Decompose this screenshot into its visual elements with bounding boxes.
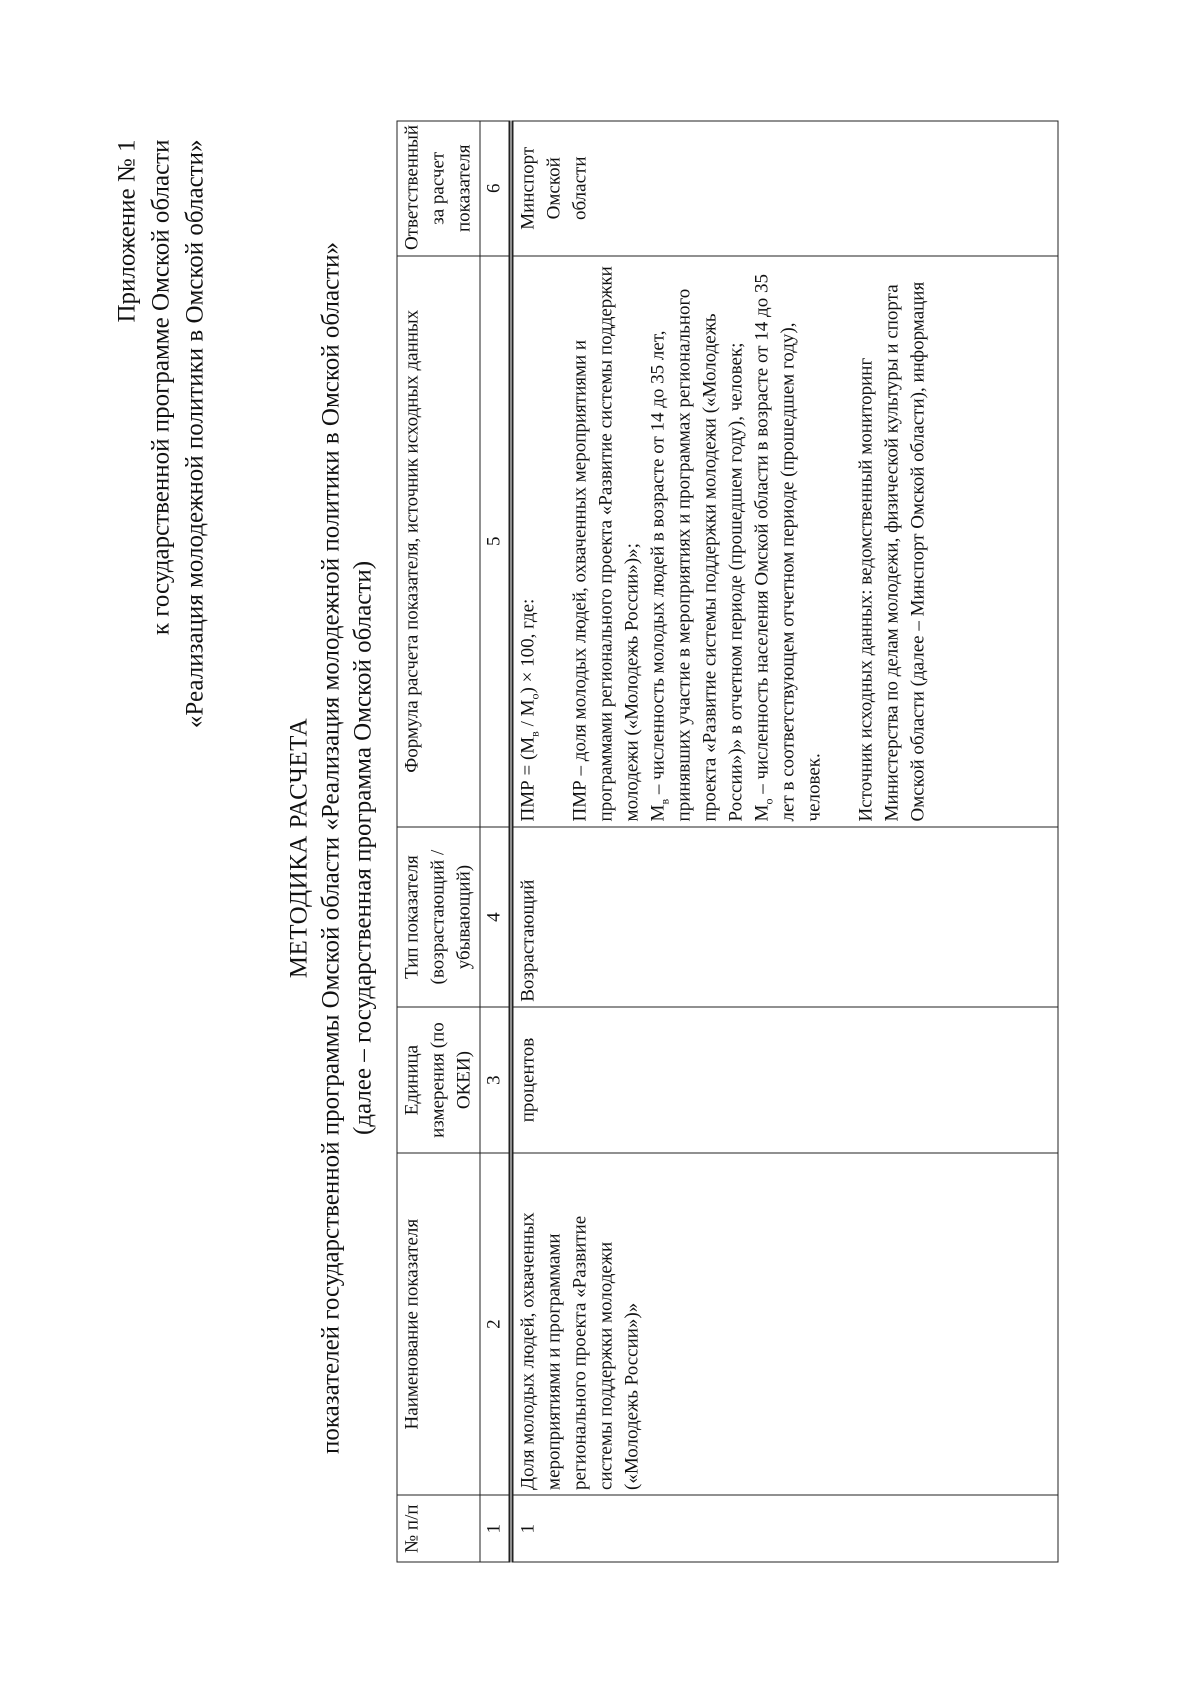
indicator-type: Возрастающий [511,827,1058,1007]
formula-part: ) × 100, где: [517,598,539,694]
column-number: 2 [480,1153,511,1496]
formula-definition-pmr: ПМР – доля молодых людей, охваченных мероприятиями и программами регионального проекта «Развитие системы поддержки молодежи («Молодежь России»)»; [569,266,643,822]
page-subtitle: показателей государственной программы Омской области «Реализация молодежной политики в Омской области» [317,242,345,1454]
column-number: 4 [480,827,511,1007]
spacer [542,261,568,821]
methodology-table [397,121,1059,1563]
appendix-line-3: «Реализация молодежной политики в Омской области» [181,139,209,729]
page-subtitle-note: (далее – государственная программа Омской области) [349,560,377,1136]
header-formula: Формула расчета показателя, источник исходных данных [397,256,480,827]
column-number: 1 [480,1495,511,1562]
spacer [828,261,854,821]
formula-cell [511,256,1058,827]
formula-symbol: М [751,804,773,822]
header-unit: Единица измерения (по ОКЕИ) [397,1007,480,1153]
appendix-line-1: Приложение № 1 [113,139,141,323]
table-row [511,121,1058,1562]
formula-expression [516,261,542,821]
column-number-row [480,121,511,1562]
indicator-name: Доля молодых людей, охваченных мероприятиями и программами регионального проекта «Развитие системы поддержки молодежи («Молодежь России»)» [511,1153,1058,1496]
formula-definition-mv [646,261,750,821]
formula-subscript: в [527,731,542,737]
title-block [284,0,380,1697]
formula-subscript: о [527,693,542,700]
formula-symbol: М [647,804,669,822]
column-number: 3 [480,1007,511,1153]
header-number: № п/п [397,1495,480,1562]
column-number: 6 [480,121,511,256]
page-title: МЕТОДИКА РАСЧЕТА [285,717,313,979]
column-number: 5 [480,256,511,827]
responsible-authority: Минспорт Омской области [511,121,1058,256]
formula-definition-mo [750,261,828,821]
formula-definition-text: – численность молодых людей в возрасте от 14 до 35 лет, принявших участие в мероприятиях и программах регионального проекта «Развитие системы поддержки молодежи («Молодежь России»)» в отчетном периоде (прошедшем году), человек; [647,288,747,822]
formula-part: / М [517,699,539,732]
table-header-row [397,121,480,1562]
header-responsible: Ответственный за расчет показателя [397,121,480,256]
formula-subscript: о [761,798,776,805]
data-source-text: Источник исходных данных: ведомственный мониторинг Министерства по делам молодежи, физической культуры и спорта Омской области (далее – Минспорт Омской области), информация [855,281,929,822]
row-number: 1 [511,1495,1058,1562]
header-indicator-name: Наименование показателя [397,1153,480,1496]
appendix-line-2: к государственной программе Омской области [147,139,175,636]
formula-definition-text: – численность населения Омской области в возрасте от 14 до 35 лет в соответствующем отчетном периоде (прошедшем году), человек. [751,274,825,822]
document-page [1,0,1200,1697]
header-indicator-type: Тип показателя (возрастающий / убывающий) [397,827,480,1007]
indicator-unit: процентов [511,1007,1058,1153]
formula-subscript: в [657,798,672,805]
appendix-header [111,140,213,729]
formula-part: ПМР = (М [517,736,539,822]
